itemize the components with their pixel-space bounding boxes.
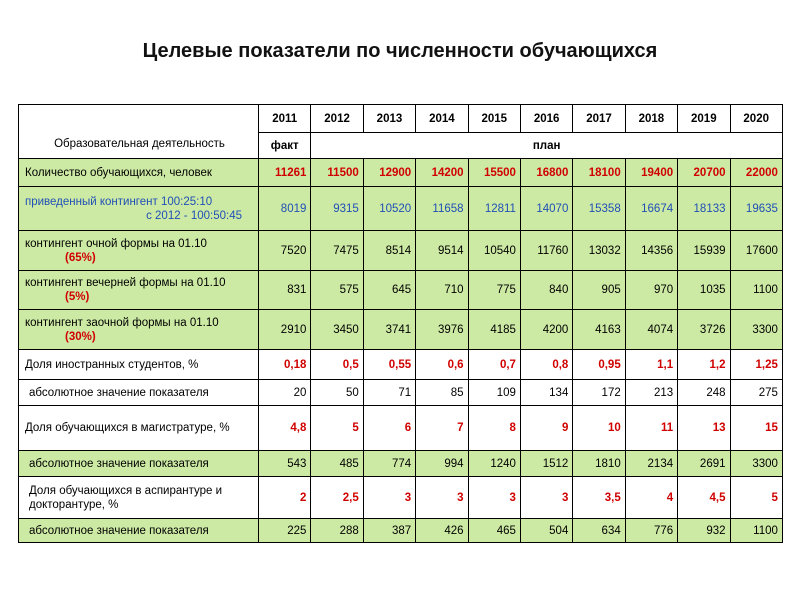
- table-row: [19, 231, 783, 271]
- table-cell: 10520: [363, 187, 415, 231]
- table-cell: 18100: [573, 159, 625, 187]
- header-years-row: [19, 105, 783, 133]
- table-cell: 71: [363, 380, 415, 406]
- row-label: Количество обучающихся, человек: [19, 159, 259, 187]
- row-label-line1: приведенный контингент 100:25:10: [25, 195, 213, 208]
- table-cell: 1240: [468, 451, 520, 477]
- table-cell: 7520: [259, 231, 311, 271]
- year-header: 2016: [520, 105, 572, 133]
- row-label: абсолютное значение показателя: [19, 451, 259, 477]
- row-label-percent: (30%): [65, 330, 96, 343]
- indicators-table: [18, 104, 783, 543]
- table-cell: 3: [520, 477, 572, 519]
- year-header: 2015: [468, 105, 520, 133]
- table-cell: 905: [573, 271, 625, 310]
- table-row: [19, 271, 783, 310]
- year-header: 2019: [678, 105, 730, 133]
- table-cell: 134: [520, 380, 572, 406]
- table-cell: 6: [363, 406, 415, 451]
- table-cell: 9315: [311, 187, 363, 231]
- table-cell: 1512: [520, 451, 572, 477]
- plan-label: план: [311, 133, 783, 159]
- row-label-text: контингент заочной формы на 01.10: [25, 316, 219, 329]
- table-cell: 14356: [625, 231, 677, 271]
- table-row: [19, 380, 783, 406]
- table-cell: 3300: [730, 310, 782, 350]
- table-cell: 7475: [311, 231, 363, 271]
- table-cell: 213: [625, 380, 677, 406]
- row-label: абсолютное значение показателя: [19, 519, 259, 543]
- table-cell: 15500: [468, 159, 520, 187]
- table-cell: 50: [311, 380, 363, 406]
- table-cell: 0,95: [573, 350, 625, 380]
- table-cell: 20: [259, 380, 311, 406]
- row-label-line2: с 2012 - 100:50:45: [146, 209, 242, 222]
- table-cell: 1,2: [678, 350, 730, 380]
- table-cell: 0,5: [311, 350, 363, 380]
- table-cell: 0,18: [259, 350, 311, 380]
- table-cell: 10540: [468, 231, 520, 271]
- table-cell: 8: [468, 406, 520, 451]
- table-cell: 172: [573, 380, 625, 406]
- table-cell: 20700: [678, 159, 730, 187]
- table-cell: 387: [363, 519, 415, 543]
- row-label-text: контингент вечерней формы на 01.10: [25, 277, 226, 289]
- table-cell: 4185: [468, 310, 520, 350]
- table-cell: 504: [520, 519, 572, 543]
- year-header: 2017: [573, 105, 625, 133]
- table-cell: 3300: [730, 451, 782, 477]
- table-cell: 970: [625, 271, 677, 310]
- table-cell: 8019: [259, 187, 311, 231]
- table-cell: 0,55: [363, 350, 415, 380]
- table-cell: 16800: [520, 159, 572, 187]
- table-cell: 1,25: [730, 350, 782, 380]
- table-cell: 14070: [520, 187, 572, 231]
- table-cell: 3: [468, 477, 520, 519]
- year-header: 2013: [363, 105, 415, 133]
- table-cell: 12811: [468, 187, 520, 231]
- table-cell: 4,8: [259, 406, 311, 451]
- table-cell: 2691: [678, 451, 730, 477]
- table-row: [19, 477, 783, 519]
- row-label-percent: (5%): [65, 291, 90, 303]
- row-label: [19, 187, 259, 231]
- table-cell: 3726: [678, 310, 730, 350]
- table-cell: 1810: [573, 451, 625, 477]
- row-label-percent: (65%): [65, 251, 96, 264]
- table-cell: 575: [311, 271, 363, 310]
- table-cell: 776: [625, 519, 677, 543]
- year-header: 2020: [730, 105, 782, 133]
- table-cell: 645: [363, 271, 415, 310]
- table-cell: 248: [678, 380, 730, 406]
- table-cell: 11760: [520, 231, 572, 271]
- table-cell: 994: [416, 451, 468, 477]
- table-cell: 710: [416, 271, 468, 310]
- table-cell: 4163: [573, 310, 625, 350]
- table-cell: 13032: [573, 231, 625, 271]
- table-cell: 7: [416, 406, 468, 451]
- table-cell: 3: [416, 477, 468, 519]
- table-cell: 5: [730, 477, 782, 519]
- table-cell: 3450: [311, 310, 363, 350]
- row-label: [19, 271, 259, 310]
- table-cell: 775: [468, 271, 520, 310]
- row-label: Доля обучающихся в аспирантуре и докторантуре, %: [19, 477, 259, 519]
- year-header: 2018: [625, 105, 677, 133]
- page-title: Целевые показатели по численности обучающихся: [142, 40, 658, 62]
- table-cell: 774: [363, 451, 415, 477]
- table-cell: 225: [259, 519, 311, 543]
- table-cell: 4074: [625, 310, 677, 350]
- table-cell: 2134: [625, 451, 677, 477]
- table-cell: 3976: [416, 310, 468, 350]
- table-cell: 1100: [730, 519, 782, 543]
- table-cell: 22000: [730, 159, 782, 187]
- table-row: [19, 406, 783, 451]
- table-cell: 4200: [520, 310, 572, 350]
- row-label-text: контингент очной формы на 01.10: [25, 237, 207, 250]
- table-cell: 11500: [311, 159, 363, 187]
- table-row: [19, 187, 783, 231]
- table-cell: 3741: [363, 310, 415, 350]
- row-label: [19, 231, 259, 271]
- table-cell: 12900: [363, 159, 415, 187]
- table-cell: 9: [520, 406, 572, 451]
- table-cell: 0,7: [468, 350, 520, 380]
- table-cell: 3,5: [573, 477, 625, 519]
- table-cell: 15358: [573, 187, 625, 231]
- table-cell: 3: [363, 477, 415, 519]
- table-cell: 1035: [678, 271, 730, 310]
- table-cell: 4,5: [678, 477, 730, 519]
- table-row: [19, 451, 783, 477]
- year-header: 2012: [311, 105, 363, 133]
- table-cell: 2,5: [311, 477, 363, 519]
- table-cell: 932: [678, 519, 730, 543]
- year-header: 2011: [259, 105, 311, 133]
- table-cell: 13: [678, 406, 730, 451]
- year-header: 2014: [416, 105, 468, 133]
- section-label: Образовательная деятельность: [19, 105, 259, 159]
- table-cell: 4: [625, 477, 677, 519]
- table-cell: 85: [416, 380, 468, 406]
- row-label: [19, 310, 259, 350]
- table-cell: 2910: [259, 310, 311, 350]
- table-cell: 14200: [416, 159, 468, 187]
- table-cell: 9514: [416, 231, 468, 271]
- table-cell: 2: [259, 477, 311, 519]
- table-cell: 1,1: [625, 350, 677, 380]
- table-cell: 840: [520, 271, 572, 310]
- table-cell: 11: [625, 406, 677, 451]
- table-row: [19, 519, 783, 543]
- table-cell: 0,6: [416, 350, 468, 380]
- fact-label: факт: [259, 133, 311, 159]
- table-cell: 19635: [730, 187, 782, 231]
- table-cell: 1100: [730, 271, 782, 310]
- table-cell: 485: [311, 451, 363, 477]
- table-cell: 288: [311, 519, 363, 543]
- table-cell: 11261: [259, 159, 311, 187]
- table-cell: 465: [468, 519, 520, 543]
- table-cell: 0,8: [520, 350, 572, 380]
- table-cell: 543: [259, 451, 311, 477]
- table-cell: 426: [416, 519, 468, 543]
- table-cell: 15: [730, 406, 782, 451]
- table-cell: 19400: [625, 159, 677, 187]
- table-cell: 8514: [363, 231, 415, 271]
- table-row: [19, 159, 783, 187]
- table-cell: 5: [311, 406, 363, 451]
- table-cell: 15939: [678, 231, 730, 271]
- row-label: Доля иностранных студентов, %: [19, 350, 259, 380]
- table-cell: 831: [259, 271, 311, 310]
- table-cell: 275: [730, 380, 782, 406]
- table-cell: 634: [573, 519, 625, 543]
- table-row: [19, 310, 783, 350]
- table-cell: 11658: [416, 187, 468, 231]
- table-cell: 16674: [625, 187, 677, 231]
- table-cell: 10: [573, 406, 625, 451]
- row-label: Доля обучающихся в магистратуре, %: [19, 406, 259, 451]
- row-label: абсолютное значение показателя: [19, 380, 259, 406]
- table-cell: 17600: [730, 231, 782, 271]
- table-cell: 18133: [678, 187, 730, 231]
- table-row: [19, 350, 783, 380]
- table-cell: 109: [468, 380, 520, 406]
